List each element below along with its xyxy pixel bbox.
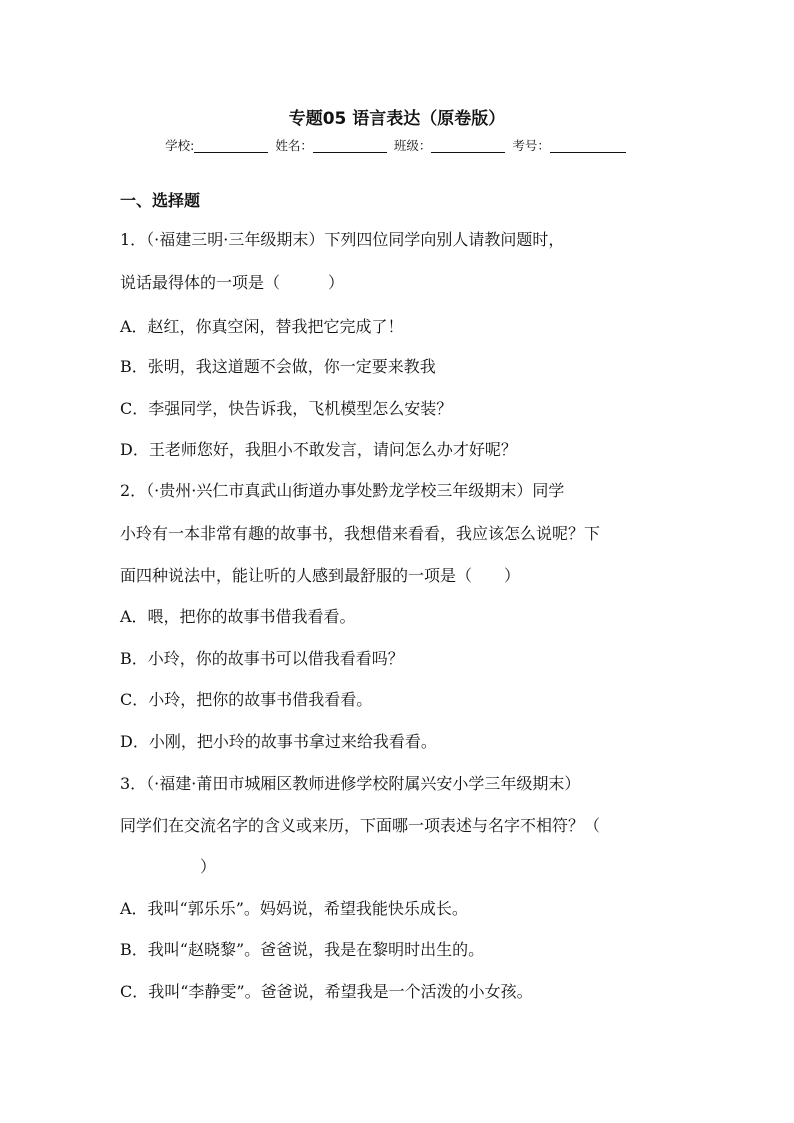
question-1-option-c: C．李强同学，快告诉我，飞机模型怎么安装？ [120, 399, 453, 418]
question-2-option-a: A．喂，把你的故事书借我看看。 [120, 607, 356, 626]
section-title: 一、选择题 [120, 191, 201, 210]
question-1-stem-line-1: 1．（·福建三明·三年级期末）下列四位同学向别人请教问题时， [120, 230, 565, 249]
document-title: 专题05 语言表达（原卷版） [288, 109, 506, 129]
school-label: 学校: [165, 138, 195, 153]
question-3-stem-line-2: 同学们在交流名字的含义或来历，下面哪一项表述与名字不相符？（ [120, 816, 601, 835]
question-3-stem-line-3: ） [120, 857, 217, 876]
name-label: 姓名： [275, 138, 313, 153]
question-2-stem-line-1: 2．（·贵州·兴仁市真武山街道办事处黔龙学校三年级期末）同学 [120, 481, 565, 500]
question-2-option-b: B．小玲，你的故事书可以借我看看吗？ [120, 649, 404, 668]
number-label: 考号： [512, 138, 550, 153]
name-blank[interactable] [313, 139, 387, 153]
question-2-stem-line-2: 小玲有一本非常有趣的故事书，我想借来看看，我应该怎么说呢？下 [120, 524, 601, 543]
number-blank[interactable] [550, 139, 626, 153]
question-2-option-c: C．小玲，把你的故事书借我看看。 [120, 690, 373, 709]
school-blank[interactable] [194, 139, 268, 153]
question-1-option-a: A．赵红，你真空闲，替我把它完成了！ [120, 317, 404, 336]
question-3-option-a: A．我叫“郭乐乐”。妈妈说，希望我能快乐成长。 [120, 899, 468, 918]
question-2-stem-line-3: 面四种说法中，能让听的人感到最舒服的一项是（ ） [120, 566, 521, 585]
question-1-stem-line-2: 说话最得体的一项是（ ） [120, 273, 345, 292]
question-1-option-b: B．张明，我这道题不会做，你一定要来教我 [120, 357, 436, 376]
student-info-line [0, 136, 794, 154]
class-label: 班级： [393, 138, 432, 153]
question-2-option-d: D．小刚，把小玲的故事书拿过来给我看看。 [120, 732, 437, 751]
question-3-option-b: B．我叫“赵晓黎”。爸爸说，我是在黎明时出生的。 [120, 940, 485, 959]
question-1-option-d: D．王老师您好，我胆小不敢发言，请问怎么办才好呢？ [120, 440, 517, 459]
class-blank[interactable] [431, 139, 505, 153]
question-3-option-c: C．我叫“李静雯”。爸爸说，希望我是一个活泼的小女孩。 [120, 982, 533, 1001]
question-3-stem-line-1: 3．（·福建·莆田市城厢区教师进修学校附属兴安小学三年级期末） [120, 774, 581, 793]
